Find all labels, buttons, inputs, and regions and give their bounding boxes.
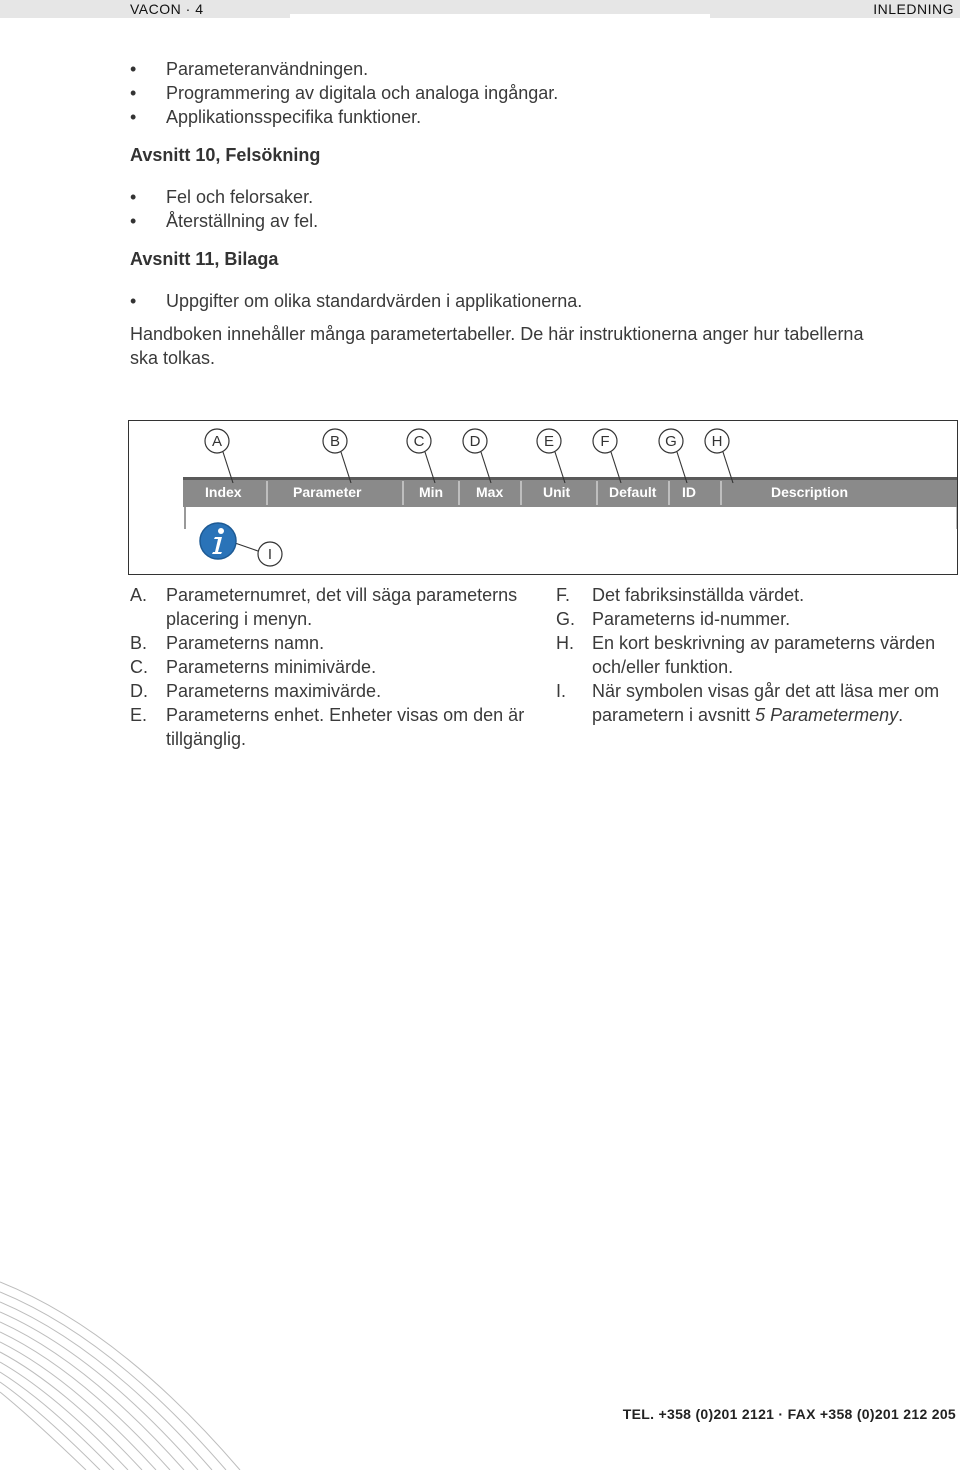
column-label-unit: Unit [543,484,571,500]
figure-diagram [129,421,957,573]
column-label-max: Max [476,484,504,500]
bullet-list-1 [130,57,890,129]
header-left: VACON · 4 [130,1,204,17]
callout-a: A [211,433,223,450]
column-label-parameter: Parameter [293,484,362,500]
callout-c: C [413,433,425,450]
legend-item-e: E. Parameterns enhet. Enheter visas om den är tillgänglig. [130,705,525,749]
intro-paragraph: Handboken innehåller många parametertabeller. De här instruktionerna anger hur tabellerna ska tolkas. [130,324,864,368]
info-icon [200,523,236,559]
bullet-list-2 [130,185,890,233]
callout-b: B [329,433,341,450]
list-item: • Uppgifter om olika standardvärden i applikationerna. [130,289,890,313]
legend-right-column [556,583,956,727]
callout-e: E [543,433,555,450]
section-heading-10: Avsnitt 10, Felsökning [130,145,321,165]
bullet-list-3 [130,289,890,313]
column-label-default: Default [609,484,657,500]
legend-left-column [130,583,530,751]
column-label-description: Description [771,484,849,500]
corner-decoration [0,1270,300,1470]
list-item: • Fel och felorsaker. [130,185,890,209]
callout-d: D [469,433,481,450]
legend-item-h: H. En kort beskrivning av parameterns värden och/eller funktion. [556,633,936,677]
column-label-index: Index [205,484,242,500]
parameter-table-figure [128,420,958,575]
callout-i: I [267,546,273,563]
main-content [130,57,890,370]
column-label-id: ID [682,484,696,500]
table-header-top-edge [183,477,957,480]
header-divider [290,14,710,18]
callout-f: F [600,433,610,450]
callout-g: G [665,433,677,450]
section-heading-11: Avsnitt 11, Bilaga [130,249,279,269]
list-item: • Programmering av digitala och analoga ingångar. [130,81,890,105]
legend-item-d: D. Parameterns maximivärde. [130,681,382,701]
legend-item-i: I. När symbolen visas går det att läsa mer om parametern i avsnitt 5 Parametermeny. [556,681,940,725]
legend-item-b: B. Parameterns namn. [130,633,325,653]
column-label-min: Min [419,484,444,500]
list-item: • Applikationsspecifika funktioner. [130,105,890,129]
list-item: • Återställning av fel. [130,209,890,233]
callout-h: H [711,433,723,450]
legend-item-a: A. Parameternumret, det vill säga parameterns placering i menyn. [130,585,518,629]
header-right: INLEDNING [873,1,954,17]
legend-item-c: C. Parameterns minimivärde. [130,657,377,677]
footer-contact: TEL. +358 (0)201 2121 · FAX +358 (0)201 212 205 [622,1406,956,1422]
legend-item-f: F. Det fabriksinställda värdet. [556,585,805,605]
list-item: • Parameteranvändningen. [130,57,890,81]
legend-item-g: G. Parameterns id-nummer. [556,609,791,629]
